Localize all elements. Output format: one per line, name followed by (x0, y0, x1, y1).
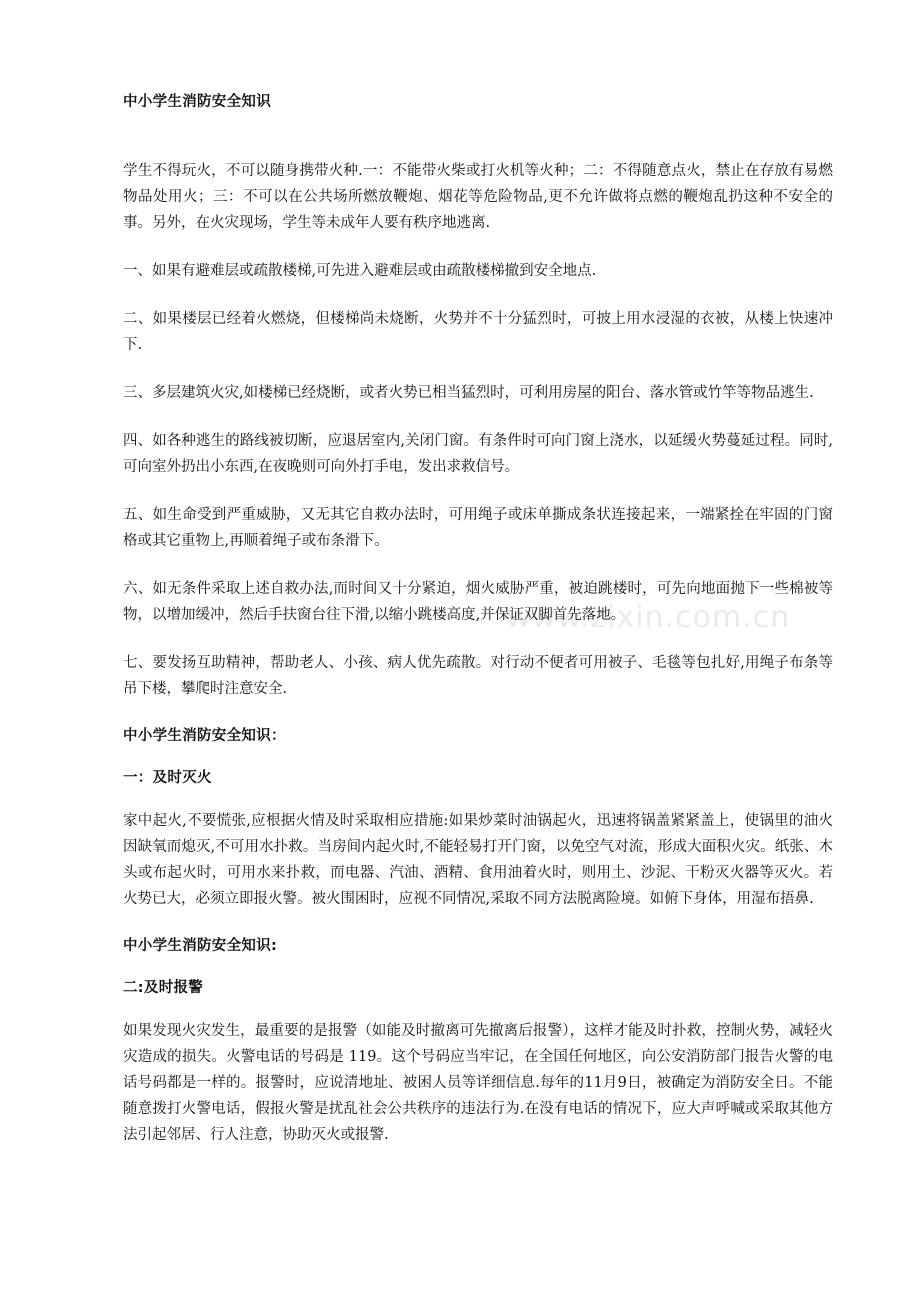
document-content (123, 90, 833, 1148)
intro-text: 学生不得玩火，不可以随身携带火种.一：不能带火柴或打火机等火种；二：不得随意点火，禁止在存放有易燃物品处用火；三：不可以在公共场所燃放鞭炮、烟花等危险物品,更不允许做将点燃的鞭炮乱扔这种不安全的事。另外，在火灾现场，学生等未成年人要有秩序地逃离. (123, 163, 833, 231)
list-item: 三、多层建筑火灾,如楼梯已经烧断，或者火势已相当猛烈时，可利用房屋的阳台、落水管或竹竿等物品逃生. (123, 385, 814, 401)
list-item: 七、要发扬互助精神，帮助老人、小孩、病人优先疏散。对行动不便者可用被子、毛毯等包扎好,用绳子布条等吊下楼，攀爬时注意安全. (123, 655, 833, 697)
section2-subtitle: 二:及时报警 (123, 980, 204, 996)
list-item: 六、如无条件采取上述自救办法,而时间又十分紧迫，烟火威胁严重，被迫跳楼时，可先向地面抛下一些棉被等物，以增加缓冲，然后手扶窗台往下滑,以缩小跳楼高度,并保证双脚首先落地。 (123, 581, 833, 623)
intro-paragraph (123, 132, 833, 236)
section1-body: 家中起火,不要慌张,应根据火情及时采取相应措施:如果炒菜时油锅起火，迅速将锅盖紧紧盖上，使锅里的油火因缺氧而熄灭,不可用水扑救。当房间内起火时,不能轻易打开门窗，以免空气对流，形成大面积火灾。纸张、木头或布起火时，可用水来扑救，而电器、汽油、酒精、食用油着火时，则用土、沙泥、干粉灭火器等灭火。若火势已大，必须立即报火警。被火围困时，应视不同情况,采取不同方法脱离险境。如俯下身体，用湿布捂鼻. (123, 813, 833, 907)
section1-title: 中小学生消防安全知识： (123, 728, 286, 744)
list-item: 一、如果有避难层或疏散楼梯,可先进入避难层或由疏散楼梯撤到安全地点. (123, 263, 597, 279)
section2-body: 如果发现火灾发生，最重要的是报警（如能及时撤离可先撤离后报警），这样才能及时扑救，控制火势，减轻火灾造成的损失。火警电话的号码是 119。这个号码应当牢记，在全国任何地区，向公安消防部门报告火警的电话号码都是一样的。报警时，应说清地址、被困人员等详细信息.每年的11月9日，被确定为消防安全日。不能随意拨打火警电话，假报火警是扰乱社会公共秩序的违法行为.在没有电话的情况下，应大声呼喊或采取其他方法引起邻居、行人注意，协助灭火或报警. (123, 1023, 833, 1143)
list-item: 二、如果楼层已经着火燃烧，但楼梯尚未烧断，火势并不十分猛烈时，可披上用水浸湿的衣被，从楼上快速冲下. (123, 311, 833, 353)
section1-subtitle: 一：及时灭火 (123, 770, 212, 786)
watermark: www.zixin.com.cn (506, 600, 791, 635)
list-item: 四、如各种逃生的路线被切断，应退居室内,关闭门窗。有条件时可向门窗上浇水，以延缓火势蔓延过程。同时,可向室外扔出小东西,在夜晚则可向外打手电，发出求救信号。 (123, 433, 833, 475)
section2-title: 中小学生消防安全知识: (123, 938, 278, 954)
list-item: 五、如生命受到严重威胁，又无其它自救办法时，可用绳子或床单撕成条状连接起来，一端紧拴在牢固的门窗格或其它重物上,再顺着绳子或布条滑下。 (123, 507, 833, 549)
document-title: 中小学生消防安全知识 (123, 94, 271, 110)
